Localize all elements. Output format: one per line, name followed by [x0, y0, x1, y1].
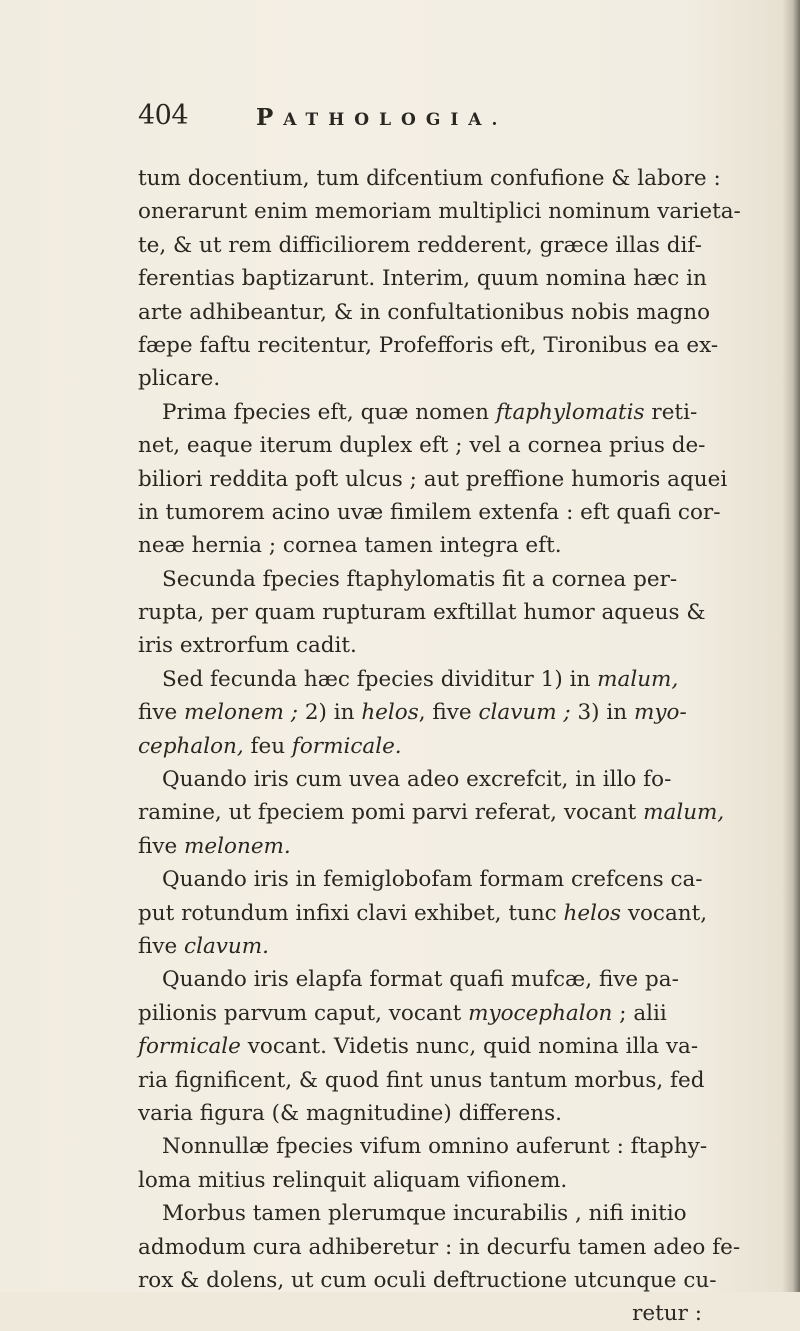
text-segment: neæ hernia ; cornea tamen integra eft. [138, 533, 562, 559]
text-line [138, 362, 790, 395]
italic-term: formicale. [291, 733, 402, 759]
text-segment: feu [243, 733, 292, 759]
text-line [138, 663, 790, 696]
text-line [138, 863, 790, 896]
text-line [138, 1130, 790, 1163]
text-line [138, 195, 790, 228]
text-segment: in tumorem acino uvæ fimilem extenfa : eft quafi cor- [138, 499, 721, 525]
text-segment: retur : [632, 1301, 702, 1327]
text-segment: rupta, per quam rupturam exftillat humor aqueus & [138, 600, 706, 626]
text-segment: fæpe faftu recitentur, Profefforis eft, Tironibus ea ex- [138, 332, 719, 358]
text-line [138, 696, 790, 729]
page-number: 404 [138, 100, 189, 131]
text-segment: , five [418, 700, 479, 726]
running-title-rest: ATHOLOGIA. [283, 110, 508, 130]
text-line [138, 796, 790, 829]
italic-term: clavum. [184, 933, 269, 959]
text-segment: ; alii [612, 1000, 667, 1026]
text-segment: reti- [644, 399, 698, 425]
text-segment: vocant, [620, 900, 708, 926]
text-segment: Sed fecunda hæc fpecies dividitur 1) in [162, 666, 598, 692]
text-segment: admodum cura adhiberetur : in decurfu tamen adeo fe- [138, 1234, 741, 1260]
text-segment: 3) in [570, 700, 634, 726]
text-segment: arte adhibeantur, & in confultationibus nobis magno [138, 299, 711, 325]
text-line [138, 596, 790, 629]
text-segment: ramine, ut fpeciem pomi parvi referat, vocant [138, 800, 644, 826]
italic-term: ftaphylomatis [495, 399, 645, 425]
text-segment: pilionis parvum caput, vocant [138, 1000, 469, 1026]
text-segment: tum docentium, tum difcentium confufione & labore : [138, 166, 721, 191]
text-line [138, 262, 790, 295]
text-line [138, 1264, 790, 1297]
text-line [138, 296, 790, 329]
text-segment: Prima fpecies eft, quæ nomen [162, 399, 496, 425]
page-header [138, 100, 778, 140]
text-line [138, 1297, 790, 1330]
text-segment: varia figura (& magnitudine) differens. [138, 1100, 562, 1126]
text-line [138, 229, 790, 262]
text-line [138, 463, 790, 496]
text-segment: Nonnullæ fpecies vifum omnino auferunt : ftaphy- [162, 1134, 708, 1160]
text-segment: iris extrorfum cadit. [138, 633, 357, 659]
italic-term: myocephalon [468, 1000, 613, 1026]
italic-term: helos [563, 900, 621, 926]
text-segment: 2) in [298, 700, 362, 726]
text-line [138, 1097, 790, 1130]
text-line [138, 496, 790, 529]
running-title [256, 104, 507, 131]
running-title-initial: P [256, 104, 284, 131]
text-line [138, 396, 790, 429]
text-line [138, 1197, 790, 1230]
text-segment: Quando iris elapfa format quafi mufcæ, five pa- [162, 967, 679, 993]
italic-term: melonem ; [184, 700, 299, 726]
text-segment: plicare. [138, 366, 221, 392]
text-line [138, 563, 790, 596]
text-line [138, 930, 790, 963]
text-segment: vocant. Videtis nunc, quid nomina illa va- [240, 1034, 699, 1060]
text-line [138, 1164, 790, 1197]
text-segment: Morbus tamen plerumque incurabilis , nifi initio [162, 1201, 687, 1227]
text-line [138, 897, 790, 930]
text-line [138, 529, 790, 562]
text-segment: net, eaque iterum duplex eft ; vel a cornea prius de- [138, 433, 706, 459]
italic-term: cephalon, [138, 733, 244, 759]
body-text [138, 162, 790, 1331]
text-line [138, 429, 790, 462]
text-segment: ferentias baptizarunt. Interim, quum nomina hæc in [138, 266, 707, 292]
italic-term: helos [361, 700, 419, 726]
italic-term: melonem. [184, 833, 291, 859]
text-line [138, 629, 790, 662]
text-line [138, 329, 790, 362]
text-segment: five [138, 833, 185, 859]
text-segment: five [138, 933, 185, 959]
text-segment: ria fignificent, & quod fint unus tantum morbus, fed [138, 1067, 705, 1093]
text-line [138, 162, 790, 195]
text-segment: put rotundum infixi clavi exhibet, tunc [138, 900, 564, 926]
text-line [138, 1231, 790, 1264]
italic-term: malum, [643, 800, 725, 826]
text-line [138, 963, 790, 996]
italic-term: clavum ; [478, 700, 571, 726]
text-segment: onerarunt enim memoriam multiplici nominum varieta- [138, 199, 741, 225]
text-segment: rox & dolens, ut cum oculi deftructione utcunque cu- [138, 1267, 717, 1293]
text-line [138, 1030, 790, 1063]
text-segment: Quando iris cum uvea adeo excrefcit, in illo fo- [162, 767, 672, 793]
text-segment: five [138, 700, 185, 726]
italic-term: malum, [597, 666, 679, 692]
text-segment: Secunda fpecies ftaphylomatis fit a cornea per- [162, 566, 678, 592]
italic-term: formicale [138, 1034, 241, 1060]
text-line [138, 1064, 790, 1097]
text-line [138, 730, 790, 763]
italic-term: myo- [633, 700, 687, 726]
text-segment: te, & ut rem difficiliorem redderent, græce illas dif- [138, 232, 702, 258]
text-segment: loma mitius relinquit aliquam vifionem. [138, 1167, 568, 1193]
text-line [138, 763, 790, 796]
text-line [138, 997, 790, 1030]
text-line [138, 830, 790, 863]
text-segment: biliori reddita poft ulcus ; aut preffione humoris aquei [138, 466, 728, 492]
text-segment: Quando iris in femiglobofam formam crefcens ca- [162, 867, 703, 893]
